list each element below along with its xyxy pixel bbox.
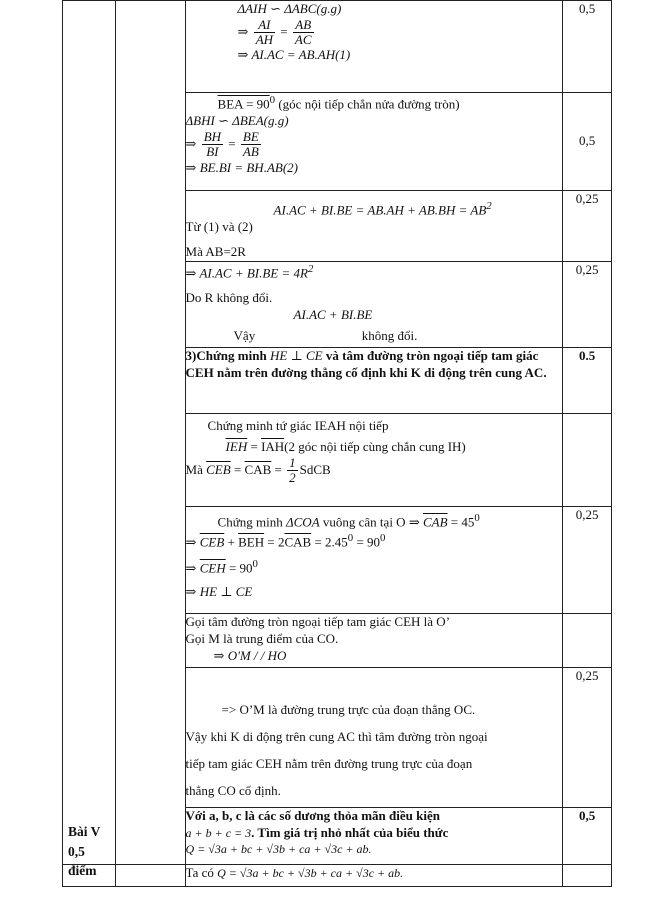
text-line: Từ (1) và (2) bbox=[185, 219, 253, 235]
cell-content bbox=[185, 865, 563, 887]
text-line: Gọi M là trung điểm của CO. bbox=[185, 630, 339, 646]
text-line: => O’M là đường trung trực của đoạn thẳng OC. bbox=[221, 702, 476, 717]
math-line: AI.AC + BI.BE bbox=[293, 307, 373, 323]
table-row bbox=[63, 865, 612, 887]
math-line: ⇒ $\frac{AI}{AH}$ = $\frac{AB}{AC}$ bbox=[237, 16, 312, 48]
score-cell: 0,25 bbox=[563, 507, 612, 614]
fraction: $\frac{AI}{AH}$ bbox=[255, 16, 274, 48]
score-cell: 0,25 bbox=[563, 262, 612, 348]
section-title: 3)Chứng minh HE ⊥ CE và tâm đường tròn ngoại tiếp tam giác CEH nằm trên đường thẳng cố định khi K di động trên cung AC. bbox=[185, 348, 547, 380]
problem-label: Bài V 0,5 điểm bbox=[68, 824, 101, 879]
text-line: Ta có Q = √3a + bc + √3b + ca + √3c + ab. bbox=[185, 865, 404, 880]
problem-statement: Với a, b, c là các số dương thỏa mãn điều kiện bbox=[185, 808, 440, 823]
text-line: Mà AB=2R bbox=[185, 244, 246, 260]
math-line: Chứng minh ΔCOA vuông cân tại O ⇒ $\overline{CAB} = 45^0$ bbox=[217, 512, 480, 530]
math-line: ⇒ BE.BI = BH.AB(2) bbox=[185, 159, 298, 175]
text-line: Do R không đổi. bbox=[185, 290, 273, 306]
cell-content bbox=[185, 191, 563, 262]
text-line: Gọi tâm đường tròn ngoại tiếp tam giác CEH là O’ bbox=[185, 614, 451, 629]
score-cell: 0,5 bbox=[563, 808, 612, 865]
col-points-empty bbox=[115, 1, 185, 865]
cell-content bbox=[185, 614, 563, 668]
score-cell: 0,25 bbox=[563, 668, 612, 808]
math-line: ⇒ AI.AC = AB.AH(1) bbox=[237, 47, 351, 63]
fraction: $\frac{BH}{BI}$ bbox=[203, 129, 222, 160]
math-line: ⇒ $\frac{BH}{BI}$ = $\frac{BE}{AB}$ bbox=[185, 129, 259, 160]
text-line: Chứng minh tứ giác IEAH nội tiếp bbox=[207, 418, 389, 433]
cell-content bbox=[185, 1, 563, 93]
math-line: ⇒ HE ⊥ CE bbox=[185, 583, 253, 599]
score-cell bbox=[563, 865, 612, 887]
math-line: $AI.AC + BI.BE = AB.AH + AB.BH = AB^2$ bbox=[273, 200, 492, 218]
fraction: $\frac{BE}{AB}$ bbox=[242, 129, 259, 160]
table-row bbox=[63, 1, 612, 93]
text-line: Vậy không đổi. bbox=[233, 328, 418, 343]
fraction: $\frac{1}{2}$ bbox=[289, 454, 296, 486]
col-points-empty bbox=[115, 865, 185, 887]
text-line: thẳng CO cố định. bbox=[185, 782, 281, 798]
score-cell: 0,5 bbox=[563, 1, 612, 93]
cell-content bbox=[185, 93, 563, 191]
cell-content bbox=[185, 507, 563, 614]
score-cell: 0,25 bbox=[563, 191, 612, 262]
math-line: ⇒ $\overline{CEB} + \overline{BEH} = 2\overline{CAB} = 2.45^0 = 90^0$ bbox=[185, 532, 386, 550]
text-line: Vậy khi K di động trên cung AC thì tâm đường tròn ngoại bbox=[185, 728, 488, 744]
cell-content bbox=[185, 348, 563, 414]
math-line: ⇒ $\overline{CEH} = 90^0$ bbox=[185, 558, 258, 576]
math-line: ΔBHI ∽ ΔBEA(g.g) bbox=[185, 113, 289, 129]
math-line: BEA = $90^0$ (góc nội tiếp chắn nửa đường tròn) bbox=[217, 94, 460, 112]
text-line: tiếp tam giác CEH nằm trên đường trung trực của đoạn bbox=[185, 755, 473, 771]
score-cell: 0.5 bbox=[563, 348, 612, 414]
math-line: ⇒ O'M / / HO bbox=[213, 647, 287, 663]
solution-table bbox=[62, 0, 612, 887]
col-problem-empty bbox=[63, 1, 116, 865]
cell-content bbox=[185, 414, 563, 507]
score-cell: 0,5 bbox=[563, 93, 612, 191]
math-line: Mà $\overline{CEB} = \overline{CAB}$ = $\frac{1}{2}$ SdCB bbox=[185, 454, 331, 486]
cell-content bbox=[185, 808, 563, 865]
cell-content bbox=[185, 668, 563, 808]
formula: Q = √3a + bc + √3b + ca + √3c + ab. bbox=[185, 841, 372, 856]
cell-content bbox=[185, 262, 563, 348]
score-cell bbox=[563, 614, 612, 668]
fraction: $\frac{AB}{AC}$ bbox=[294, 16, 312, 48]
math-line: ⇒ $AI.AC + BI.BE = 4R^2$ bbox=[185, 263, 314, 281]
math-line: ΔAIH ∽ ΔABC(g.g) bbox=[237, 1, 342, 16]
math-line: $\overline{IEH} = \overline{IAH}(2$ góc nội tiếp cùng chắn cung IH) bbox=[225, 438, 466, 454]
problem-statement: a + b + c = 3. Tìm giá trị nhỏ nhất của biểu thức bbox=[185, 824, 449, 840]
score-cell bbox=[563, 414, 612, 507]
